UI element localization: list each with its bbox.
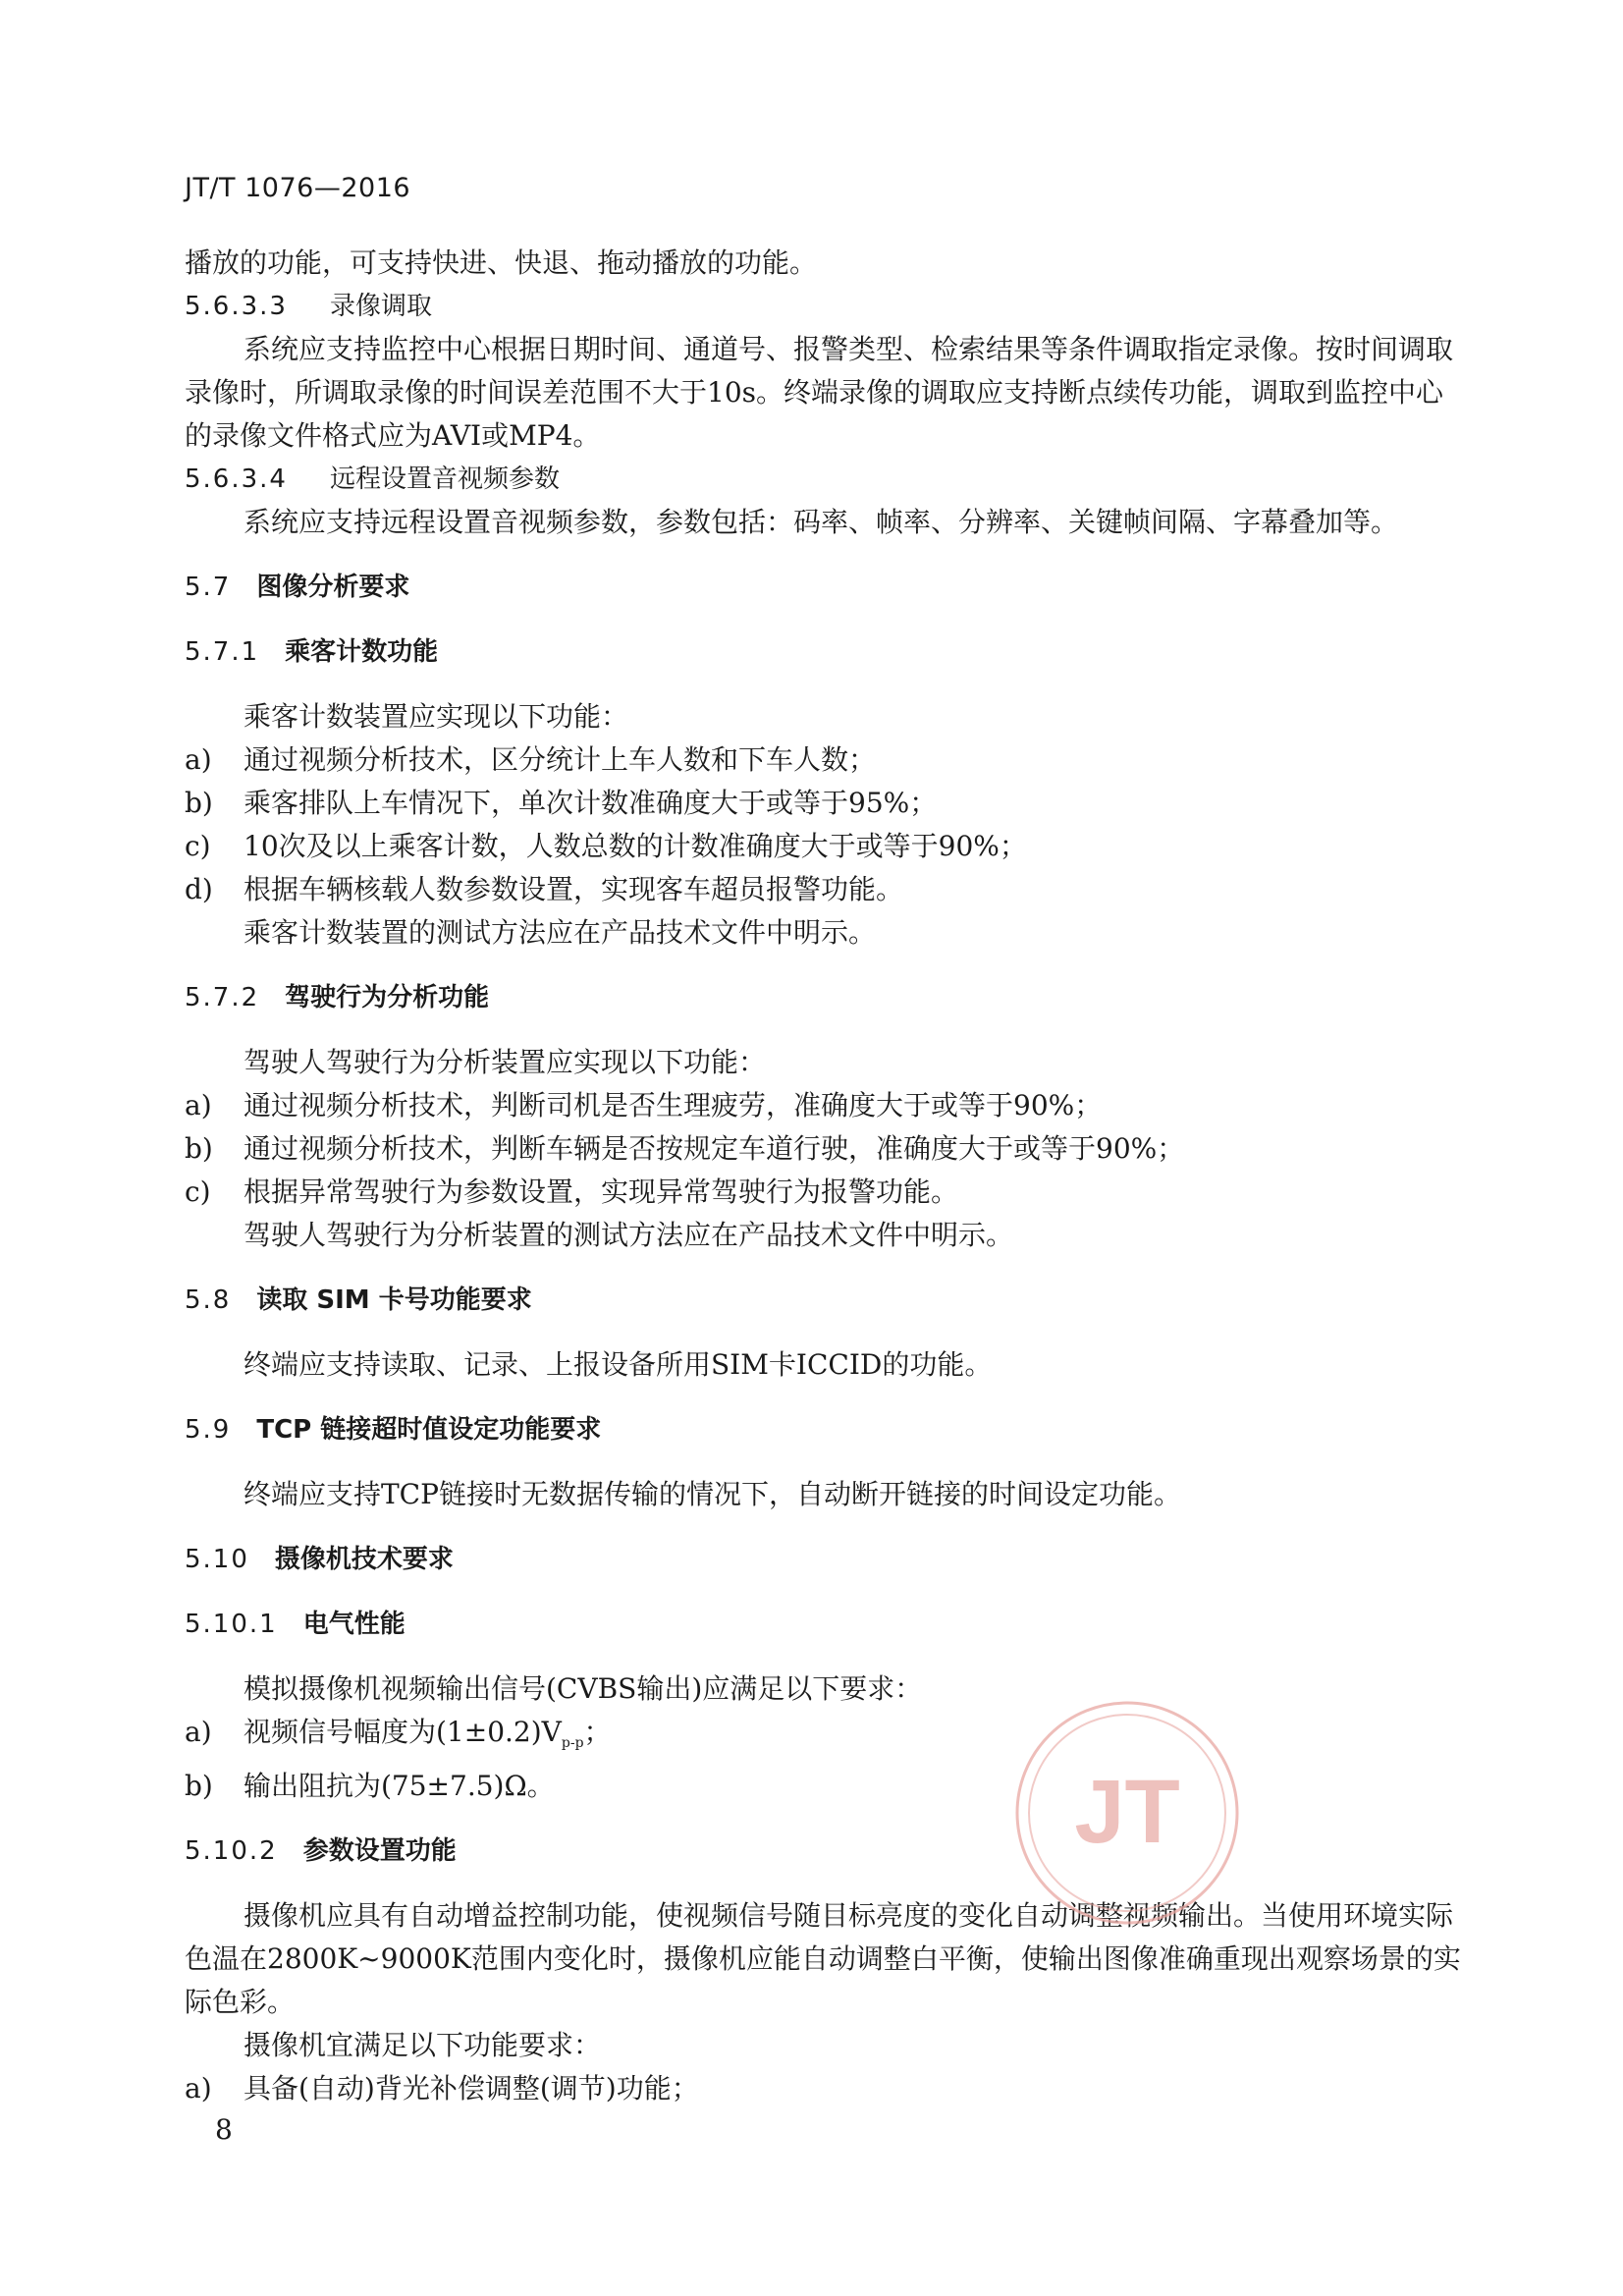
list-item: [185, 1711, 1461, 1765]
section-number: 5.7: [185, 573, 232, 602]
section-5-6-3-4-body: 系统应支持远程设置音视频参数，参数包括：码率、帧率、分辨率、关键帧间隔、字幕叠加等。: [243, 506, 1399, 538]
section-5-7-2-intro: 驾驶人驾驶行为分析装置应实现以下功能：: [243, 1046, 767, 1078]
section-number: 5.10.2: [185, 1836, 278, 1866]
section-5-7-1-intro: 乘客计数装置应实现以下功能：: [243, 700, 629, 733]
section-title: 驾驶行为分析功能: [285, 983, 490, 1012]
section-title: 摄像机技术要求: [274, 1545, 454, 1574]
list-item-text: 通过视频分析技术，判断车辆是否按规定车道行驶，准确度大于或等于90%；: [243, 1132, 1185, 1165]
list-item: [185, 1171, 1461, 1214]
section-5-10-heading: [185, 1538, 1461, 1581]
list-item: [185, 868, 1461, 911]
page-content: [185, 242, 1461, 2110]
section-title: 读取 SIM 卡号功能要求: [256, 1285, 532, 1315]
list-marker: b): [185, 787, 213, 819]
list-marker: a): [185, 2072, 212, 2105]
section-title: 参数设置功能: [302, 1836, 457, 1866]
list-item-text: 根据异常驾驶行为参数设置，实现异常驾驶行为报警功能。: [243, 1175, 959, 1208]
section-5-6-3-3-body: 系统应支持监控中心根据日期时间、通道号、报警类型、检索结果等条件调取指定录像。按时间调取录像时，所调取录像的时间误差范围不大于10s。终端录像的调取应支持断点续传功能，调取到监控中心的录像文件格式应为AVI或MP4。: [185, 333, 1454, 452]
section-5-7-heading: [185, 566, 1461, 609]
section-5-7-1-closing: 乘客计数装置的测试方法应在产品技术文件中明示。: [243, 916, 877, 949]
section-5-7-2-closing: 驾驶人驾驶行为分析装置的测试方法应在产品技术文件中明示。: [243, 1219, 1014, 1251]
list-item-text: 根据车辆核载人数参数设置，实现客车超员报警功能。: [243, 873, 904, 905]
section-5-9-body: 终端应支持TCP链接时无数据传输的情况下，自动断开链接的时间设定功能。: [243, 1478, 1181, 1510]
section-number: 5.8: [185, 1285, 232, 1315]
list-marker: c): [185, 830, 211, 862]
continued-paragraph: 播放的功能，可支持快进、快退、拖动播放的功能。: [185, 246, 818, 279]
list-item: [185, 1765, 1461, 1808]
section-5-6-3-4-heading: [185, 458, 1461, 501]
list-item-text: 10次及以上乘客计数，人数总数的计数准确度大于或等于90%；: [243, 830, 1027, 862]
list-item: [185, 1084, 1461, 1127]
list-marker: c): [185, 1175, 211, 1208]
section-title: 远程设置音视频参数: [330, 465, 561, 494]
section-number: 5.10.1: [185, 1610, 278, 1639]
section-5-8-body: 终端应支持读取、记录、上报设备所用SIM卡ICCID的功能。: [243, 1348, 993, 1381]
section-5-9-heading: [185, 1408, 1461, 1451]
list-marker: a): [185, 1089, 212, 1121]
section-5-7-2-heading: [185, 976, 1461, 1019]
section-5-10-1-intro: 模拟摄像机视频输出信号(CVBS输出)应满足以下要求：: [243, 1672, 923, 1705]
section-5-7-1-heading: [185, 630, 1461, 674]
list-marker: a): [185, 743, 212, 776]
list-item-text: 乘客排队上车情况下，单次计数准确度大于或等于95%；: [243, 787, 938, 819]
list-item: [185, 825, 1461, 868]
section-5-10-2-body: 摄像机应具有自动增益控制功能，使视频信号随目标亮度的变化自动调整视频输出。当使用环境实际色温在2800K~9000K范围内变化时，摄像机应能自动调整白平衡，使输出图像准确重现出观察场景的实际色彩。: [185, 1899, 1461, 2018]
list-marker: a): [185, 1716, 212, 1748]
list-marker: b): [185, 1770, 213, 1802]
list-marker: d): [185, 873, 213, 905]
list-item: [185, 1127, 1461, 1171]
list-marker: b): [185, 1132, 213, 1165]
section-number: 5.6.3.4: [185, 465, 288, 494]
list-item-end: ；: [583, 1716, 612, 1748]
section-title: 电气性能: [302, 1610, 406, 1639]
section-title: 乘客计数功能: [285, 637, 439, 667]
section-number: 5.7.2: [185, 983, 260, 1012]
subscript: p-p: [561, 1735, 584, 1751]
svg-text:JT: JT: [1074, 1762, 1180, 1862]
section-number: 5.7.1: [185, 637, 260, 667]
standard-code-header: JT/T 1076—2016: [185, 173, 411, 203]
section-5-8-heading: [185, 1279, 1461, 1322]
list-item: [185, 2067, 1461, 2110]
section-number: 5.10: [185, 1545, 249, 1574]
section-number: 5.9: [185, 1415, 232, 1445]
jt-seal-watermark: [1011, 1697, 1243, 1929]
section-title: TCP 链接超时值设定功能要求: [256, 1415, 602, 1445]
section-5-10-2-intro: 摄像机宜满足以下功能要求：: [243, 2029, 602, 2061]
list-item: [185, 782, 1461, 825]
section-5-10-2-heading: [185, 1830, 1461, 1873]
list-item-text: 通过视频分析技术，判断司机是否生理疲劳，准确度大于或等于90%；: [243, 1089, 1103, 1121]
list-item-text: 具备(自动)背光补偿调整(调节)功能；: [243, 2072, 699, 2105]
section-number: 5.6.3.3: [185, 292, 288, 321]
page-number: 8: [215, 2113, 233, 2146]
list-item-text: 通过视频分析技术，区分统计上车人数和下车人数；: [243, 743, 877, 776]
section-5-6-3-3-heading: [185, 285, 1461, 328]
section-title: 图像分析要求: [256, 573, 410, 602]
section-title: 录像调取: [330, 292, 433, 321]
list-item-text: 视频信号幅度为(1±0.2)V: [243, 1716, 562, 1748]
list-item: [185, 738, 1461, 782]
section-5-10-1-heading: [185, 1603, 1461, 1646]
list-item-text: 输出阻抗为(75±7.5)Ω。: [243, 1770, 555, 1802]
